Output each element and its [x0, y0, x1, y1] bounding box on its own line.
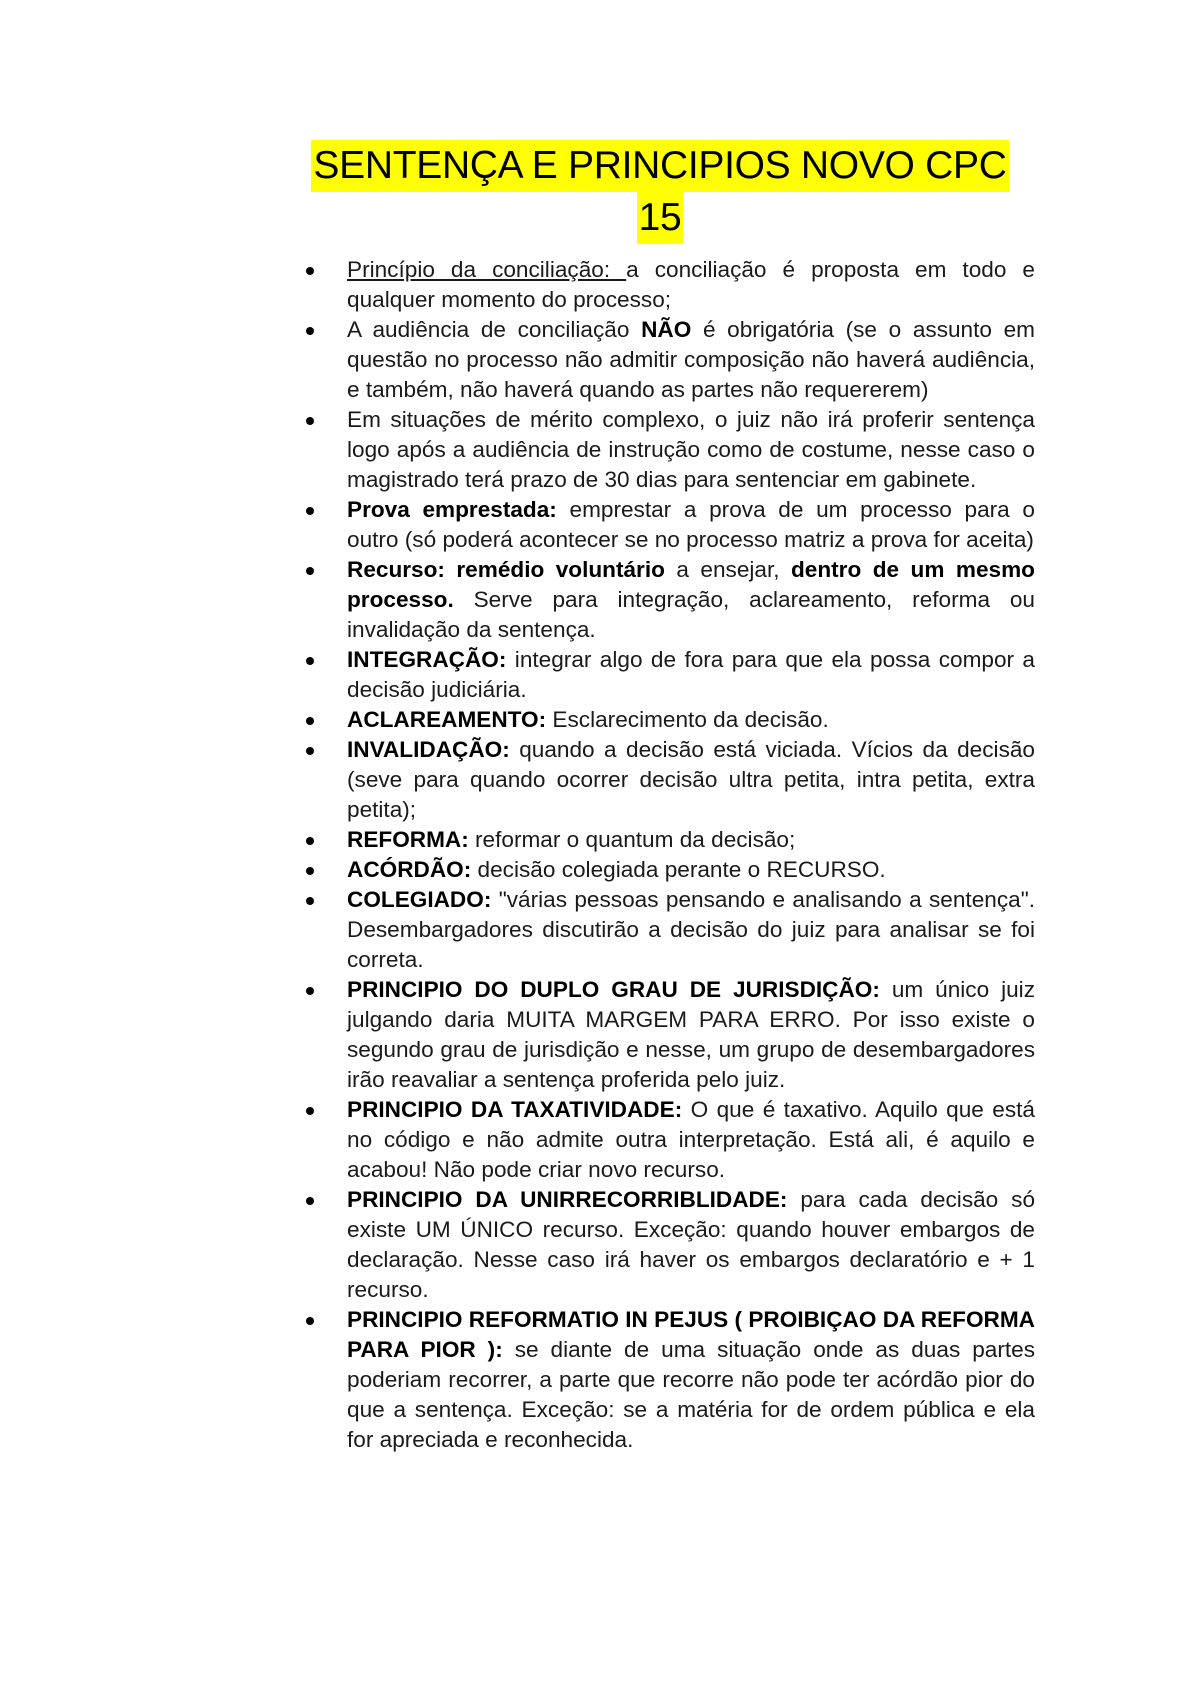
item-text: se diante de uma situação onde as duas partes poderiam recorrer, a parte que recorre não pode ter acórdão pior do que a sentença. Exceção: se a matéria for de ordem pública e ela for apreciada e reconhecida. [347, 1337, 1036, 1452]
list-item [300, 735, 1035, 825]
bold-term: REFORMA: [347, 827, 469, 852]
list-item [300, 1095, 1035, 1185]
bold-term: ACÓRDÃO: [347, 857, 472, 882]
list-item [300, 1305, 1035, 1455]
title-line-1: SENTENÇA E PRINCIPIOS NOVO CPC [311, 140, 1008, 192]
item-text: A audiência de conciliação [347, 317, 642, 342]
list-item [300, 1185, 1035, 1305]
bullet-icon [306, 987, 314, 995]
item-text: Serve para integração, aclareamento, reforma ou invalidação da sentença. [347, 587, 1035, 642]
bullet-icon [306, 867, 314, 875]
title-line-2: 15 [637, 192, 684, 244]
item-text: O que é taxativo. Aquilo que está no código e não admite outra interpretação. Está ali, é aquilo e acabou! Não pode criar novo recurso. [347, 1097, 1035, 1182]
bold-term: Recurso: remédio voluntário [347, 557, 665, 582]
item-text: a conciliação é proposta em todo e qualquer momento do processo; [347, 257, 1035, 312]
list-item [300, 315, 1035, 405]
item-text: emprestar a prova de um processo para o outro (só poderá acontecer se no processo matriz a prova for aceita) [347, 497, 1035, 552]
bullet-icon [306, 1107, 314, 1115]
bold-term: PRINCIPIO DA TAXATIVIDADE: [347, 1097, 683, 1122]
item-text: quando a decisão está viciada. Vícios da decisão (seve para quando ocorrer decisão ultra petita, intra petita, extra petita); [347, 737, 1035, 822]
underlined-term: Princípio da conciliação: [347, 257, 627, 282]
item-text: integrar algo de fora para que ela possa compor a decisão judiciária. [347, 647, 1035, 702]
bullet-icon [306, 567, 314, 575]
bold-term: PRINCIPIO DO DUPLO GRAU DE JURISDIÇÃO: [347, 977, 880, 1002]
item-text: para cada decisão só existe UM ÚNICO recurso. Exceção: quando houver embargos de declaração. Nesse caso irá haver os embargos declaratório e + 1 recurso. [347, 1187, 1036, 1302]
bold-term: COLEGIADO: [347, 887, 492, 912]
bold-term: INTEGRAÇÃO: [347, 647, 507, 672]
list-item [300, 975, 1035, 1095]
item-text: reformar o quantum da decisão; [468, 827, 796, 852]
list-item [300, 855, 1035, 885]
bullet-icon [306, 717, 314, 725]
list-item [300, 705, 1035, 735]
bullet-icon [306, 897, 314, 905]
bullet-icon [306, 507, 314, 515]
bold-term: Prova emprestada: [347, 497, 557, 522]
document-title [280, 140, 1040, 244]
item-text: um único juiz julgando daria MUITA MARGEM PARA ERRO. Por isso existe o segundo grau de jurisdição e nesse, um grupo de desembargadores irão reavaliar a sentença proferida pelo juiz. [347, 977, 1035, 1092]
item-text: Esclarecimento da decisão. [546, 707, 829, 732]
bold-term: dentro de um mesmo processo. [347, 557, 1035, 612]
bold-term: ACLAREAMENTO: [347, 707, 547, 732]
bullet-icon [306, 747, 314, 755]
bullet-icon [306, 327, 314, 335]
bullet-icon [306, 837, 314, 845]
bold-term: PRINCIPIO DA UNIRRECORRIBLIDADE: [347, 1187, 788, 1212]
item-text: "várias pessoas pensando e analisando a sentença". Desembargadores discutirão a decisão do juiz para analisar se foi correta. [347, 887, 1035, 972]
list-item [300, 555, 1035, 645]
bold-term: NÃO [641, 317, 692, 342]
list-item [300, 255, 1035, 315]
bullet-icon [306, 1197, 314, 1205]
bold-term: INVALIDAÇÃO: [347, 737, 510, 762]
principles-bullet-list [300, 255, 1035, 1455]
bullet-icon [306, 267, 314, 275]
bullet-icon [306, 1317, 314, 1325]
list-item [300, 495, 1035, 555]
item-text: a ensejar, [664, 557, 791, 582]
item-text: é obrigatória (se o assunto em questão no processo não admitir composição não haverá audiência, e também, não haverá quando as partes não requererem) [347, 317, 1035, 402]
bullet-icon [306, 417, 314, 425]
list-item [300, 825, 1035, 855]
bullet-icon [306, 657, 314, 665]
bold-term: PRINCIPIO REFORMATIO IN PEJUS ( PROIBIÇAO DA REFORMA PARA PIOR ): [347, 1307, 1035, 1362]
item-text: Em situações de mérito complexo, o juiz não irá proferir sentença logo após a audiência de instrução como de costume, nesse caso o magistrado terá prazo de 30 dias para sentenciar em gabinete. [347, 407, 1035, 492]
item-text: decisão colegiada perante o RECURSO. [471, 857, 886, 882]
list-item [300, 405, 1035, 495]
list-item [300, 885, 1035, 975]
list-item [300, 645, 1035, 705]
